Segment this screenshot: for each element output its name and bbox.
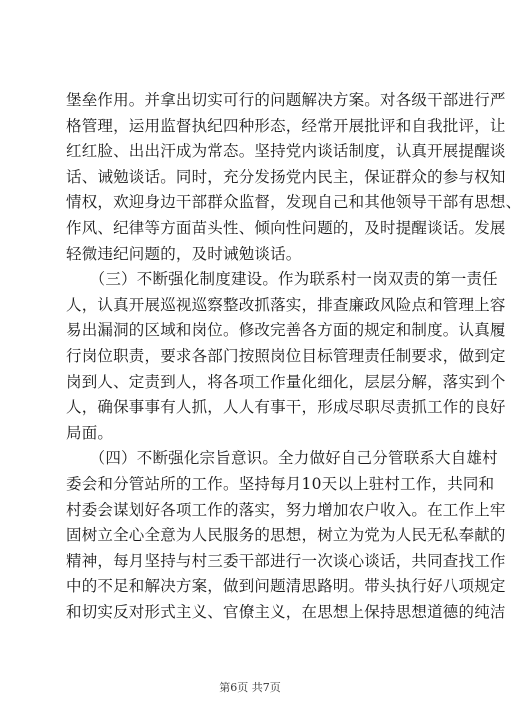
text-line: 固树立全心全意为人民服务的思想，树立为党为人民无私奉献的 [66, 526, 506, 545]
text-line: 堡垒作用。并拿出切实可行的问题解决方案。对各级干部进行严 [66, 91, 506, 109]
text-line: （三）不断强化制度建设。作为联系村一岗双责的第一责任 [66, 270, 498, 289]
text-line: 人，认真开展巡视巡察整改抓落实，排查廉政风险点和管理上容 [66, 295, 506, 314]
text-line: 人，确保事事有人抓，人人有事干，形成尽职尽责抓工作的良好 [66, 398, 506, 417]
paragraph [66, 446, 506, 625]
text-line: 村委会谋划好各项工作的落实，努力增加农户收入。在工作上牢 [66, 500, 506, 519]
text-line: （四）不断强化宗旨意识。全力做好自己分管联系大自雄村 [66, 449, 498, 468]
text-line: 红红脸、出出汗成为常态。坚持党内谈话制度，认真开展提醒谈 [66, 142, 506, 161]
text-line: 行岗位职责，要求各部门按照岗位目标管理责任制要求，做到定 [66, 346, 506, 365]
text-line: 话、诫勉谈话。同时，充分发扬党内民主，保证群众的参与权知 [66, 167, 506, 186]
text-line: 情权，欢迎身边干部群众监督，发现自己和其他领导干部有思想、 [66, 193, 521, 212]
paragraph [66, 267, 506, 446]
text-line: 局面。 [66, 423, 114, 442]
text-line: 作风、纪律等方面苗头性、倾向性问题的，及时提醒谈话。发展 [66, 218, 506, 237]
text-line: 格管理，运用监督执纪四种形态，经常开展批评和自我批评，让 [66, 116, 506, 135]
page-footer: 第6页 共7页 [219, 681, 281, 694]
paragraph [66, 88, 521, 267]
text-line: 精神，每月坚持与村三委干部进行一次谈心谈话，共同查找工作 [66, 551, 506, 570]
text-line: 轻微违纪问题的，及时诫勉谈话。 [66, 244, 302, 263]
text-line: 易出漏洞的区域和岗位。修改完善各方面的规定和制度。认真履 [66, 321, 506, 340]
text-line: 委会和分管站所的工作。坚持每月10天以上驻村工作，共同和 [66, 474, 495, 493]
document-body [66, 88, 521, 625]
text-line: 中的不足和解决方案，做到问题清思路明。带头执行好八项规定 [66, 577, 506, 596]
text-line: 岗到人、定责到人，将各项工作量化细化，层层分解，落实到个 [66, 372, 506, 391]
text-line: 和切实反对形式主义、官僚主义，在思想上保持思想道德的纯洁 [66, 602, 506, 621]
